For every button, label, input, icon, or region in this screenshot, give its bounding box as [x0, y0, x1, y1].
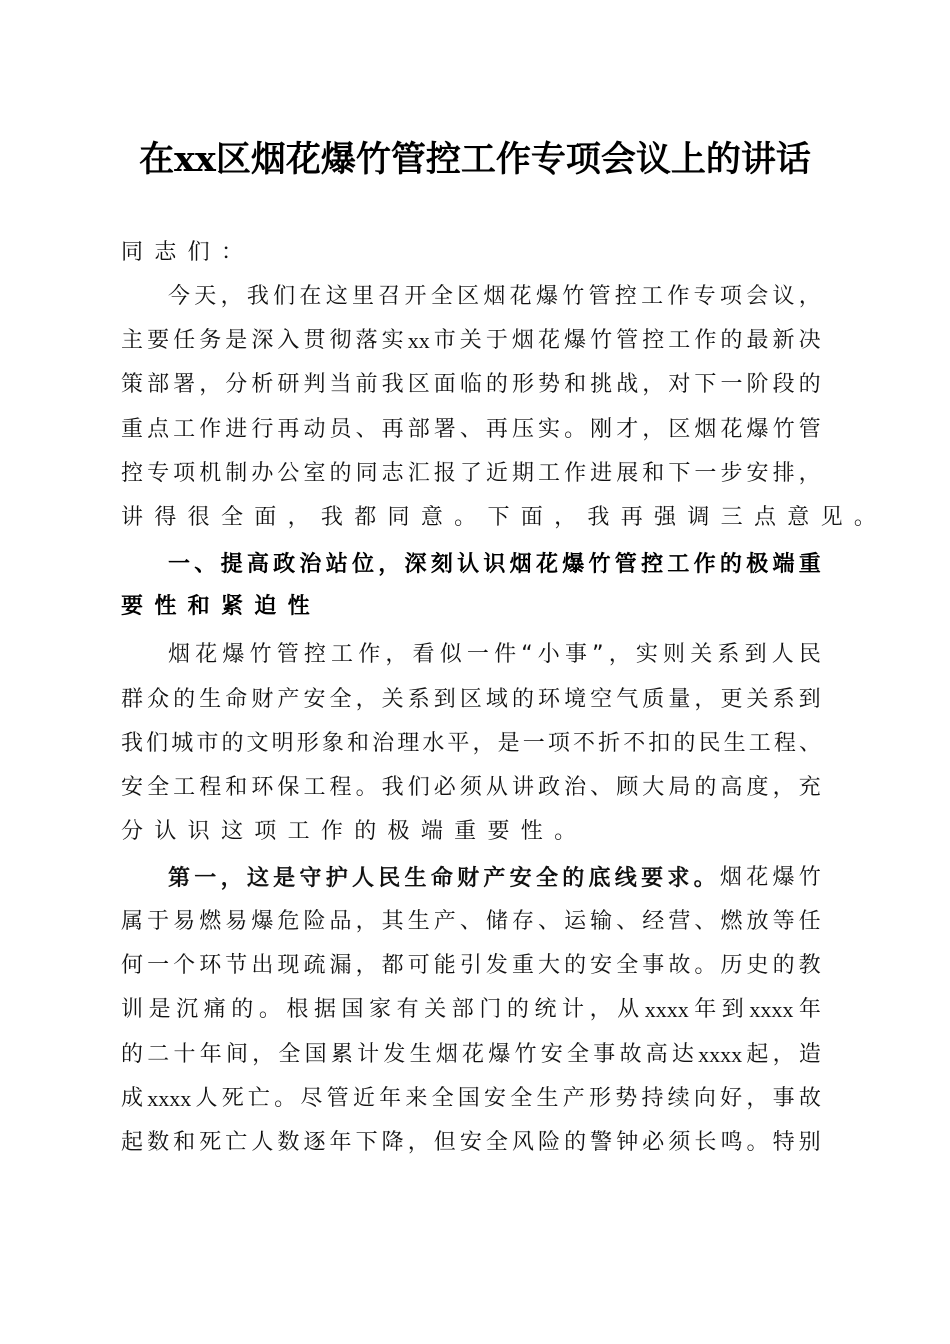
paragraph-line: 群 众 的 生 命 财 产 安 全 ， 关 系 到 区 域 的 环 境 空 气 质 量 ， 更 关 系 到 [121, 687, 821, 712]
paragraph-line: 烟 花 爆 竹 管 控 工 作 ， 看 似 一 件 “ 小 事 ” ， 实 则 关 系 到 人 民 [168, 642, 821, 667]
paragraph-line: 属 于 易 燃 易 爆 危 险 品 ， 其 生 产 、 储 存 、 运 输 、 经 营 、 燃 放 等 任 [121, 909, 821, 934]
paragraph-line: 的 二 十 年 间 ， 全 国 累 计 发 生 烟 花 爆 竹 安 全 事 故 高 达 xxxx 起 ， 造 [121, 1042, 821, 1067]
paragraph-line: 分 认 识 这 项 工 作 的 极 端 重 要 性 。 [121, 819, 577, 844]
paragraph-line: 安 全 工 程 和 环 保 工 程 。 我 们 必 须 从 讲 政 治 、 顾 大 局 的 高 度 ， 充 [121, 775, 821, 800]
paragraph-line: 讲 得 很 全 面 ， 我 都 同 意 。 下 面 ， 我 再 强 调 三 点 意 见 。 [121, 505, 876, 530]
paragraph-line: 今 天 ， 我 们 在 这 里 召 开 全 区 烟 花 爆 竹 管 控 工 作 专 项 会 议 ， [168, 284, 821, 309]
section-heading-line: 一 、 提 高 政 治 站 位 ， 深 刻 认 识 烟 花 爆 竹 管 控 工 作 的 极 端 重 [168, 552, 821, 577]
paragraph-line: 策 部 署 ， 分 析 研 判 当 前 我 区 面 临 的 形 势 和 挑 战 ， 对 下 一 阶 段 的 [121, 372, 821, 397]
paragraph-line: 何 一 个 环 节 出 现 疏 漏 ， 都 可 能 引 发 重 大 的 安 全 事 故 。 历 史 的 教 [121, 953, 821, 978]
paragraph-line: 我 们 城 市 的 文 明 形 象 和 治 理 水 平 ， 是 一 项 不 折 不 扣 的 民 生 工 程 、 [121, 731, 821, 756]
paragraph-line: 控 专 项 机 制 办 公 室 的 同 志 汇 报 了 近 期 工 作 进 展 和 下 一 步 安 排 ， [121, 461, 821, 486]
paragraph-line: 同 志 们 ： [121, 240, 243, 265]
paragraph-line: 第 一 ， 这 是 守 护 人 民 生 命 财 产 安 全 的 底 线 要 求 。 烟 花 爆 竹 [168, 865, 821, 891]
paragraph-line: 重 点 工 作 进 行 再 动 员 、 再 部 署 、 再 压 实 。 刚 才 ， 区 烟 花 爆 竹 管 [121, 417, 821, 442]
paragraph-line: 成 xxxx 人 死 亡 。 尽 管 近 年 来 全 国 安 全 生 产 形 势 持 续 向 好 ， 事 故 [121, 1086, 821, 1111]
paragraph-line: 主 要 任 务 是 深 入 贯 彻 落 实 xx 市 关 于 烟 花 爆 竹 管 控 工 作 的 最 新 决 [121, 328, 821, 353]
document-title: 在xx区烟花爆竹管控工作专项会议上的讲话 [139, 139, 811, 180]
section-heading-line: 要 性 和 紧 迫 性 [121, 594, 310, 619]
paragraph-line: 起 数 和 死 亡 人 数 逐 年 下 降 ， 但 安 全 风 险 的 警 钟 必 须 长 鸣 。 特 别 [121, 1130, 821, 1155]
paragraph-line: 训 是 沉 痛 的 。 根 据 国 家 有 关 部 门 的 统 计 ， 从 xxxx 年 到 xxxx 年 [121, 997, 821, 1022]
